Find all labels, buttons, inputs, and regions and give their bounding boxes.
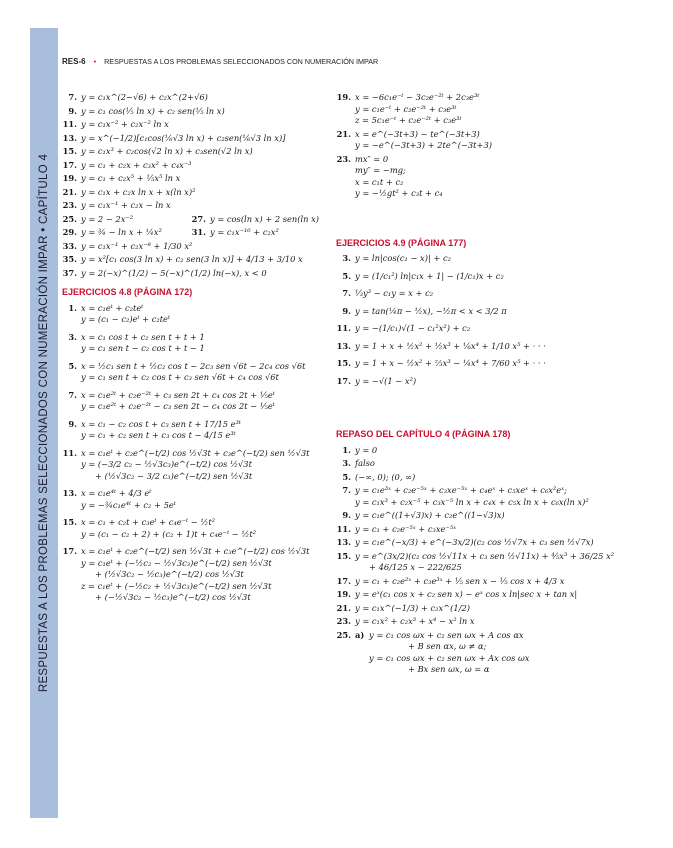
answer-number: 29. (62, 227, 77, 237)
answer-number: 23. (62, 200, 77, 210)
answer-number: 15. (62, 517, 77, 527)
answer-29-31-row (62, 227, 332, 239)
answer-number: 13. (62, 132, 77, 143)
answer-number: 27. (191, 213, 206, 224)
answer-line: y = c₁ + c₂x⁵ + ⅕x⁵ ln x (81, 173, 181, 183)
answers-chapter-review (336, 445, 636, 630)
answer-number: 9. (68, 418, 77, 429)
answer-number: 25. (336, 629, 351, 640)
answer-item (336, 537, 636, 549)
answer-number: 21. (62, 186, 77, 197)
answers-chapter-4-7-group-end (62, 241, 332, 282)
answer-line: x = c₁t + c₂ (355, 176, 404, 187)
answer-number: 11. (62, 447, 77, 458)
answer-line: y = 0 (355, 444, 378, 455)
answer-line: + (½√3c₂ − ½c₃)e^(−t/2) cos ½√3t (95, 569, 244, 579)
answer-line: y = −(1/c₁)√(1 − c₁²x²) + c₂ (355, 323, 471, 333)
answer-line: y = c₁ + c₂e⁻⁵ˣ + c₃xe⁻⁵ˣ (355, 523, 457, 534)
answer-number: 5. (342, 471, 351, 482)
answer-line: y = −¾c₁e⁴ᵗ + c₂ + 5eᵗ (81, 499, 176, 510)
answer-line: y = c₁x^(2−√6) + c₂x^(2+√6) (81, 92, 208, 102)
answer-line: y = (−3/2 c₂ − ½√3c₃)e^(−t/2) cos ½√3t (81, 459, 252, 469)
answer-number: 7. (68, 92, 77, 102)
answer-line: y = (c₁ − c₂ + 2) + (c₂ + 1)t + c₄e⁻ᵗ − ½t² (81, 528, 257, 539)
answer-item (62, 92, 332, 104)
answer-number: 23. (336, 616, 351, 626)
answer-line: + Bx sen ωx, ω = α (408, 664, 490, 674)
answer-number: 11. (336, 523, 351, 534)
answer-line: mx″ = 0 (355, 153, 389, 164)
answer-line: z = c₁eᵗ + (−½c₂ + ½√3c₃)e^(−t/2) sen ½√3t (81, 580, 272, 591)
answer-line: y = c₁eᵗ + (−½c₂ − ½√3c₃)e^(−t/2) sen ½√3t (81, 557, 272, 568)
answer-item (62, 187, 332, 199)
answer-line: y = c₁x² + c₂x³ + x⁴ − x² ln x (355, 616, 475, 626)
answer-line: y = c₁ sen t − c₂ cos t + t − 1 (81, 343, 205, 353)
answer-item (62, 448, 332, 483)
answer-line: y = 1 + x − ½x² + ⅔x³ − ¼x⁴ + 7/60 x⁵ + · · · (355, 358, 546, 368)
answer-number: 15. (336, 550, 351, 561)
answer-line: y = tan(¼π − ½x), −½π < x < 3/2 π (355, 305, 507, 316)
answer-line: y = c₁x⁻¹ + c₂x − ln x (81, 200, 171, 210)
answer-line: y = c₁x + c₂x ln x + x(ln x)² (81, 186, 196, 197)
answer-item (62, 133, 332, 145)
answer-item (62, 268, 332, 280)
answer-line: y = 1 + x + ½x² + ½x³ + ⅙x⁴ + 1/10 x⁵ + · · · (355, 340, 546, 351)
answer-line: + (−½√3c₂ − ½c₃)e^(−t/2) cos ½√3t (95, 592, 251, 602)
answer-number: 31. (191, 227, 206, 237)
answer-item (336, 445, 636, 457)
answer-item (62, 517, 332, 540)
answer-line: y = c₁e³ˣ + c₂e⁻⁵ˣ + c₃xe⁻⁵ˣ + c₄eˣ + c₅xeˣ + c₆x²eˣ; (355, 485, 567, 495)
answer-item (336, 129, 636, 152)
answer-item (336, 630, 636, 676)
answer-line: x = c₁ cos t + c₂ sen t + t + 1 (81, 331, 205, 342)
answer-item (336, 551, 636, 574)
answer-item (62, 303, 332, 326)
answer-line: (−∞, 0); (0, ∞) (355, 471, 416, 482)
answer-line: y = eˣ(c₁ cos x + c₂ sen x) − eˣ cos x ln|sec x + tan x| (355, 589, 578, 599)
answers-chapter-4-7-group (62, 92, 332, 214)
answer-item (336, 458, 636, 470)
answer-item (62, 241, 332, 253)
sidebar-title: RESPUESTAS A LOS PROBLEMAS SELECCIONADOS CON NUMERACIÓN IMPAR • CAPÍTULO 4 (38, 153, 50, 693)
answer-item (62, 488, 332, 511)
answer-line: x = e^(−3t+3) − te^(−3t+3) (355, 128, 480, 139)
answer-item (336, 472, 636, 484)
answer-item (62, 332, 332, 355)
answer-line: y = c₁e²ᵗ + c₂e⁻²ᵗ − c₃ sen 2t − c₄ cos 2t − ⅕eᵗ (81, 401, 275, 411)
answer-line: x = ½c₁ sen t + ½c₂ cos t − 2c₃ sen √6t − 2c₄ cos √6t (81, 360, 306, 371)
answer-item (62, 146, 332, 158)
answer-item (336, 485, 636, 508)
bullet-dot: • (93, 57, 97, 66)
answer-25-27-row (62, 214, 332, 226)
answers-section-4-9 (336, 253, 636, 393)
answer-line: + B sen αx, ω ≠ α; (408, 641, 487, 651)
answer-item (336, 288, 636, 300)
answer-line: y = c₁ + c₂x + c₃x² + c₄x⁻³ (81, 159, 192, 170)
answer-number: 9. (342, 305, 351, 316)
answer-equation: y = 2 − 2x⁻² (81, 213, 134, 224)
answer-item (336, 154, 636, 200)
answer-item (62, 361, 332, 384)
answer-number: 19. (336, 92, 351, 102)
answer-item (62, 419, 332, 442)
answer-number: 15. (336, 358, 351, 368)
answer-item (336, 576, 636, 588)
answer-number: 21. (336, 128, 351, 139)
answer-number: 5. (68, 360, 77, 371)
answer-equation: y = cos(ln x) + 2 sen(ln x) (210, 213, 320, 224)
answer-line: x = c₁eᵗ + c₂teᵗ (81, 302, 144, 313)
answers-section-4-8-cont (336, 92, 636, 202)
right-column (336, 92, 636, 676)
answer-number: 9. (342, 510, 351, 520)
answer-number: 13. (336, 537, 351, 547)
answer-number: 3. (68, 331, 77, 342)
answer-equation: y = c₁x⁻¹⁰ + c₂x² (210, 227, 279, 237)
answer-number: 17. (336, 575, 351, 586)
answer-line: y = c₁e⁻ᵗ + c₂e⁻²ᵗ + c₃e³ᵗ (355, 103, 457, 114)
answer-number: 13. (62, 488, 77, 498)
answer-item (336, 253, 636, 265)
answer-line: x = c₁eᵗ + c₂e^(−t/2) sen ½√3t + c₃e^(−t/2) cos ½√3t (81, 546, 310, 556)
answer-line: y = −e^(−3t+3) + 2te^(−3t+3) (355, 140, 492, 150)
answer-number: 11. (336, 323, 351, 333)
answer-item (336, 510, 636, 522)
answer-number: 19. (336, 589, 351, 599)
answer-item (336, 341, 636, 353)
answer-line: y = c₁ sen t + c₂ cos t + c₃ sen √6t + c₄ cos √6t (81, 372, 279, 382)
answer-line: y = c₁e^(−x/3) + e^(−3x/2)(c₂ cos ½√7x + c₃ sen ½√7x) (355, 537, 594, 547)
answer-line: y = c₁ cos ωx + c₂ sen ωx + Ax cos ωx (369, 652, 530, 663)
answer-item (336, 306, 636, 318)
answer-item (336, 616, 636, 628)
answer-line: y = −½gt² + c₃t + c₄ (355, 188, 443, 198)
answer-line: y = c₁e^((1+√3)x) + c₂e^((1−√3)x) (355, 510, 505, 520)
answer-item (62, 254, 332, 266)
answer-number: 25. (62, 213, 77, 224)
left-column (62, 92, 332, 610)
answer-line: y = c₁ + c₂ sen t + c₃ cos t − 4/15 e³ᵗ (81, 430, 236, 440)
answer-number: 3. (342, 253, 351, 263)
answer-line: z = 5c₁e⁻ᵗ + c₂e⁻²ᵗ + c₃e³ᵗ (355, 115, 462, 125)
answer-line: x = c₁e⁴ᵗ + 4/3 eᵗ (81, 488, 152, 498)
answer-line: x = c₁ − c₂ cos t + c₃ sen t + 17/15 e³ᵗ (81, 418, 241, 429)
answer-line: y = −√(1 − x²) (355, 375, 417, 386)
answer-line: y = e^(3x/2)(c₂ cos ½√11x + c₃ sen ½√11x) + ⅘x³ + 36/25 x² (355, 550, 615, 561)
answer-number: 11. (62, 119, 77, 129)
answer-item (62, 200, 332, 212)
answer-item (336, 376, 636, 388)
answer-item (62, 160, 332, 172)
section-heading: EJERCICIOS 4.8 (PÁGINA 172) (62, 287, 193, 297)
answer-line: y = (c₁ − c₂)eᵗ + c₂teᵗ (81, 314, 171, 324)
answer-number: 7. (68, 389, 77, 400)
answer-number: 3. (342, 458, 351, 468)
answer-number: 1. (68, 302, 77, 313)
answer-line: + 46/125 x − 222/625 (369, 562, 462, 572)
answer-number: 7. (342, 288, 351, 298)
answer-item (62, 173, 332, 185)
answer-item (336, 92, 636, 127)
answer-number: 17. (62, 159, 77, 170)
answer-number: 35. (62, 254, 77, 264)
running-header (62, 57, 378, 66)
answer-number: 7. (342, 485, 351, 495)
answer-number: 13. (336, 340, 351, 351)
answer-line: y = (1/c₁²) ln|c₁x + 1| − (1/c₁)x + c₂ (355, 270, 504, 281)
answer-line: falso (355, 458, 375, 468)
answer-line: y = c₁x⁻¹ + c₂x⁻⁸ + 1/30 x² (81, 240, 193, 251)
answer-line: y = c₁x³ + c₂cos(√2 ln x) + c₃sen(√2 ln x) (81, 146, 253, 156)
answer-number: 37. (62, 267, 77, 278)
answer-line: y = c₁x⁻² + c₂x⁻² ln x (81, 119, 169, 129)
answer-item (336, 271, 636, 283)
answer-number: 23. (336, 153, 351, 164)
answer-item (336, 589, 636, 601)
answers-section-4-8 (62, 303, 332, 610)
answer-line: y = x²[c₁ cos(3 ln x) + c₂ sen(3 ln x)] + 4/13 + 3/10 x (81, 254, 303, 264)
answer-line: + (½√3c₂ − 3/2 c₃)e^(−t/2) sen ½√3t (95, 470, 253, 481)
answer-number: 19. (62, 173, 77, 183)
answer-line: ⅓y³ − c₁y = x + c₂ (355, 288, 434, 298)
answer-item (336, 524, 636, 536)
section-heading: EJERCICIOS 4.9 (PÁGINA 177) (336, 237, 467, 248)
answer-line: my″ = −mg; (355, 165, 406, 175)
answer-item (62, 390, 332, 413)
answer-number: 17. (62, 546, 77, 556)
answer-item (62, 119, 332, 131)
answer-item (336, 358, 636, 370)
answer-number: 1. (342, 444, 351, 455)
answer-number: 17. (336, 375, 351, 386)
answer-part-label: a) (355, 629, 365, 640)
answer-equation: y = ¾ − ln x + ¼x² (81, 227, 162, 237)
answer-number: 21. (336, 602, 351, 613)
header-title: RESPUESTAS A LOS PROBLEMAS SELECCIONADOS CON NUMERACIÓN IMPAR (104, 57, 379, 66)
page-number: RES-6 (62, 57, 86, 66)
answer-line: x = c₁ + c₂t + c₃eᵗ + c₄e⁻ᵗ − ½t² (81, 517, 216, 527)
answer-line: y = c₁ cos(⅕ ln x) + c₂ sen(⅕ ln x) (81, 105, 225, 116)
answer-line: y = c₁ + c₂e²ˣ + c₃e³ˣ + ⅕ sen x − ⅕ cos x + 4/3 x (355, 575, 565, 586)
answer-line: y = ln|cos(c₁ − x)| + c₂ (355, 253, 451, 263)
answer-line: x = c₁eᵗ + c₂e^(−t/2) cos ½√3t + c₃e^(−t/2) sen ½√3t (81, 447, 310, 458)
section-heading: REPASO DEL CAPÍTULO 4 (PÁGINA 178) (336, 429, 511, 439)
answer-line: y = c₁x³ + c₂x⁻⁵ + c₃x⁻⁵ ln x + c₄x + c₅x ln x + c₆x(ln x)² (355, 496, 589, 507)
answer-line: x = −6c₁e⁻ᵗ − 3c₂e⁻²ᵗ + 2c₃e³ᵗ (355, 92, 480, 102)
answer-line: y = c₁ cos ωx + c₂ sen ωx + A cos αx (369, 629, 524, 640)
answer-number: 15. (62, 146, 77, 156)
answer-number: 9. (68, 105, 77, 116)
answer-line: y = x^(−1/2)[c₁cos(⅙√3 ln x) + c₂sen(⅙√3 ln x)] (81, 132, 286, 143)
answer-item (336, 603, 636, 615)
answer-item (336, 323, 636, 335)
answer-number: 5. (342, 270, 351, 281)
answer-line: y = 2(−x)^(1/2) − 5(−x)^(1/2) ln(−x), x < 0 (81, 267, 267, 278)
answer-number: 33. (62, 240, 77, 251)
answer-line: y = c₁x^(−1/3) + c₂x^(1/2) (355, 602, 470, 613)
answer-item (62, 106, 332, 118)
answer-line: x = c₁e²ᵗ + c₂e⁻²ᵗ + c₃ sen 2t + c₄ cos 2t + ⅕eᵗ (81, 389, 275, 400)
answer-item (62, 546, 332, 604)
